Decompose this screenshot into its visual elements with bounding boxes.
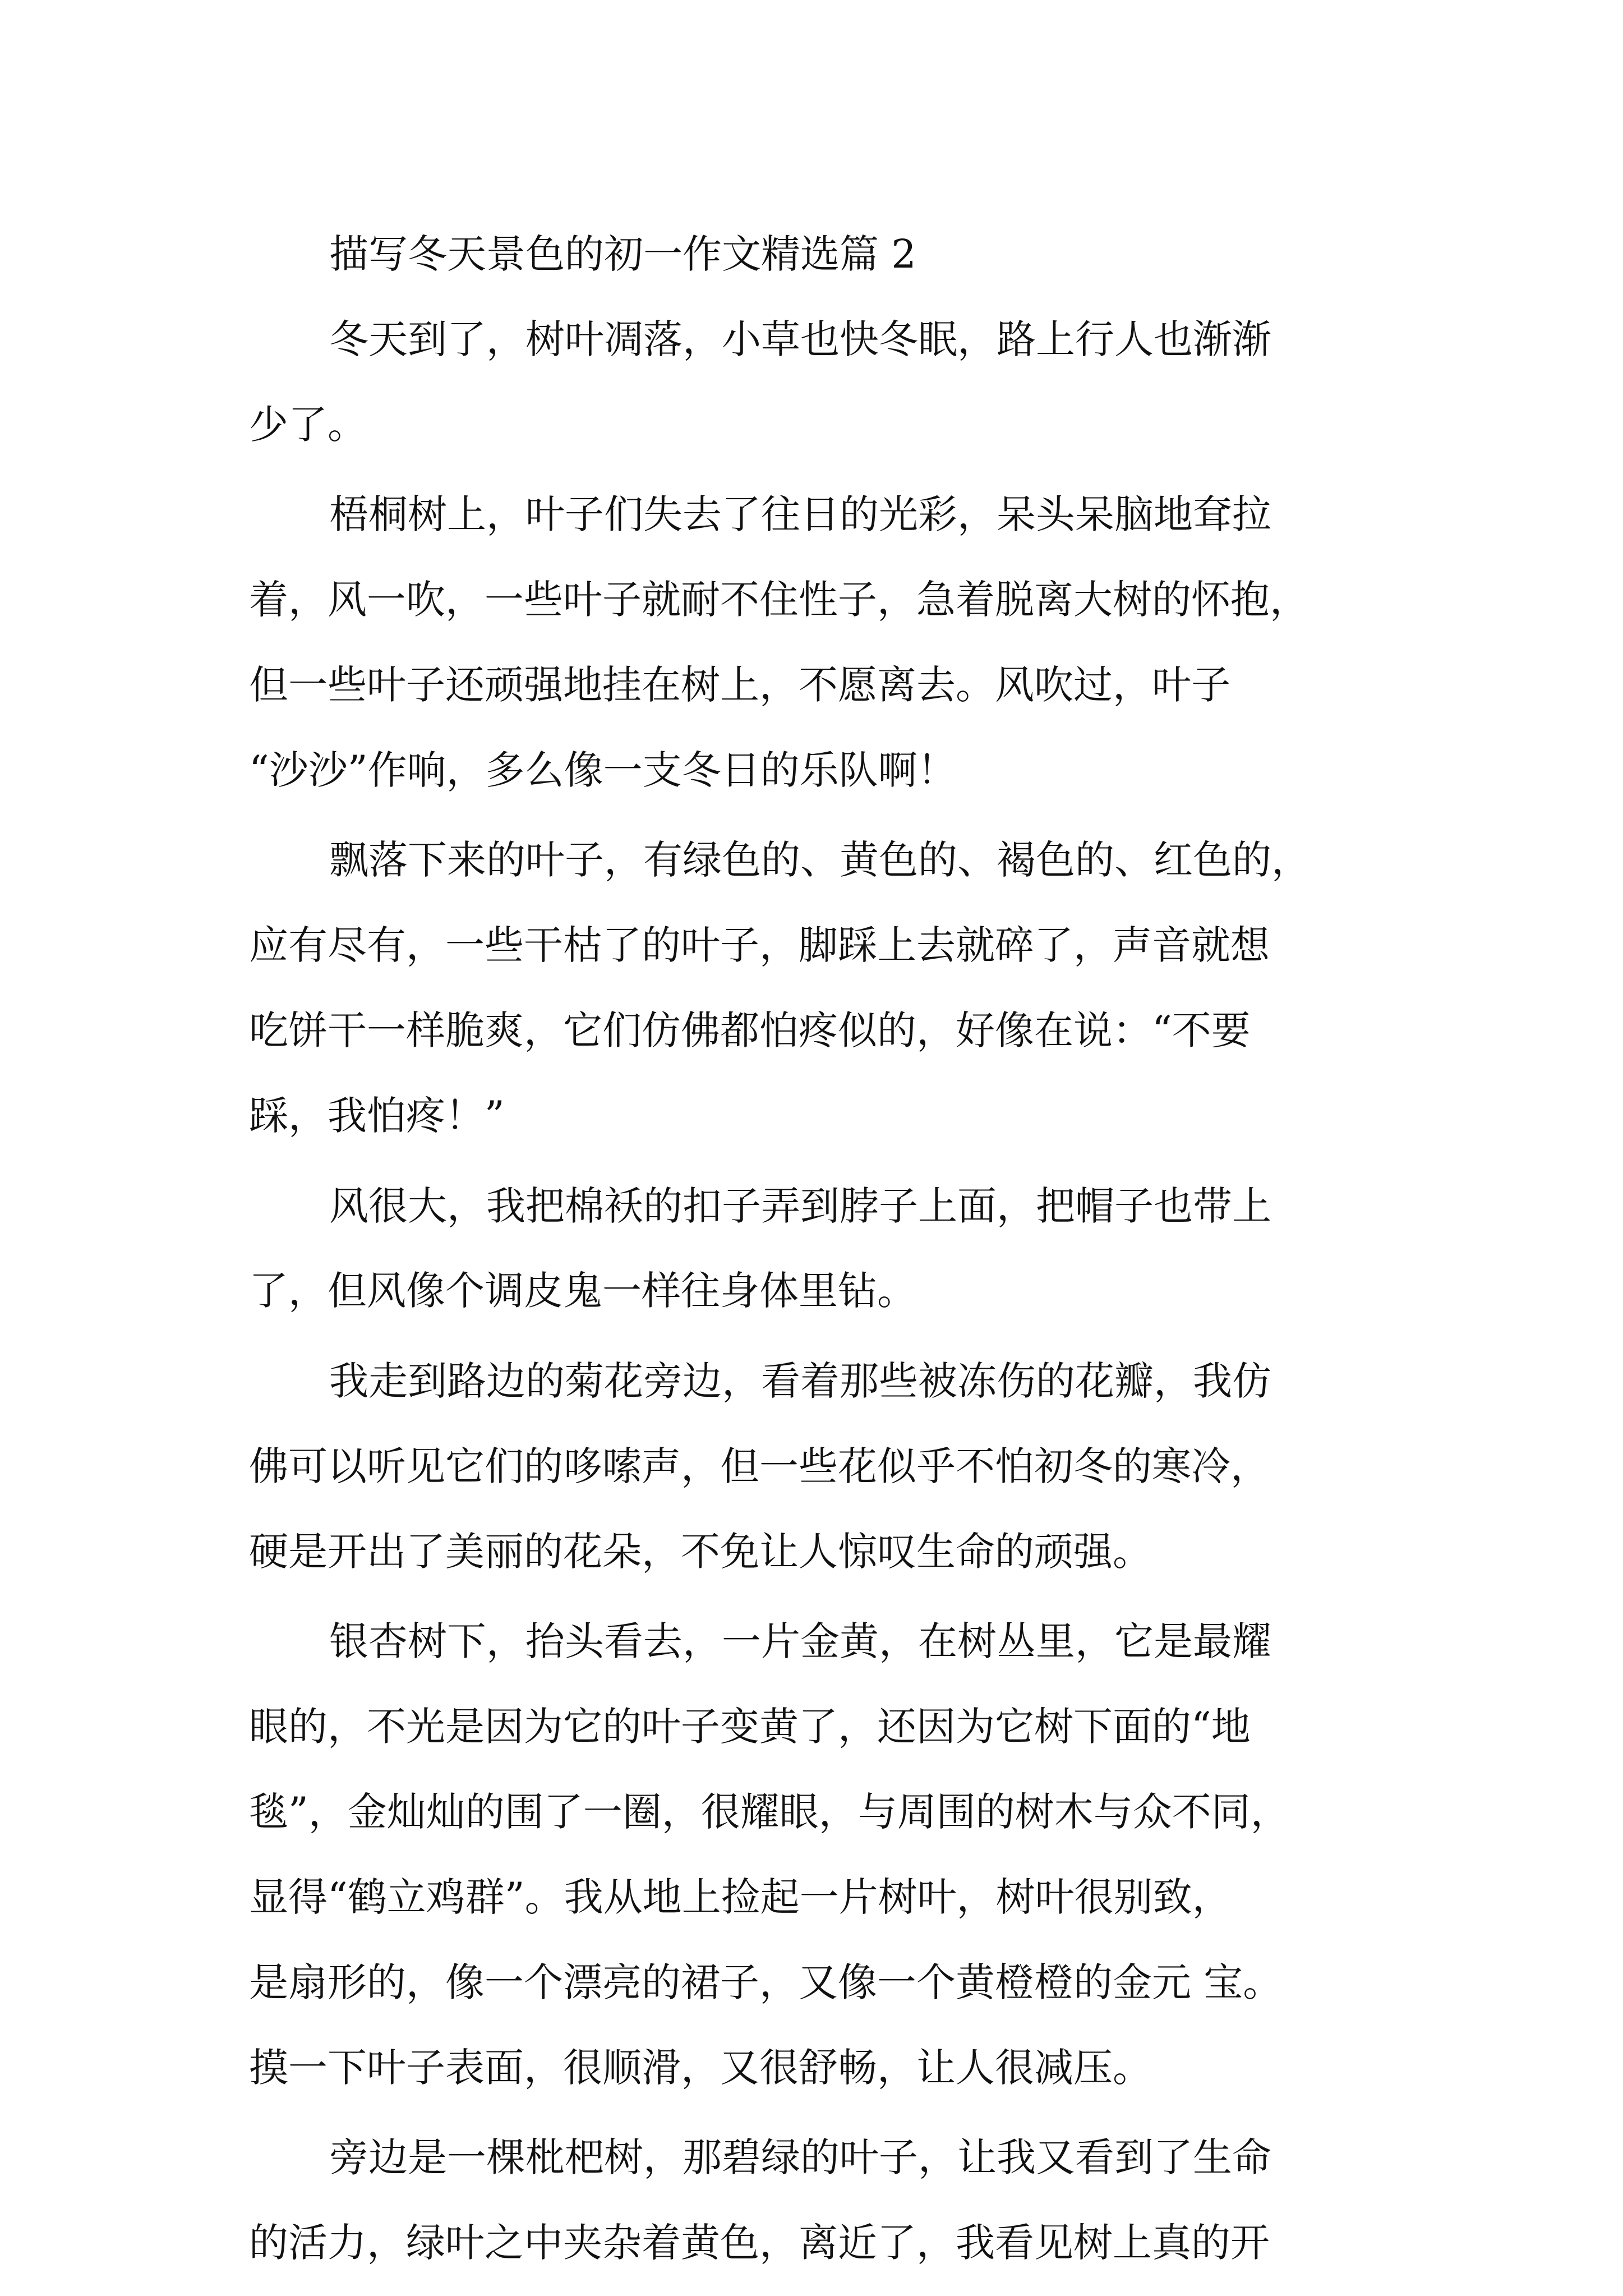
text-line: 少了。 xyxy=(249,402,367,448)
text-line: 眼的，不光是因为它的叶子变黄了，还因为它树下面的“地 xyxy=(249,1704,1251,1750)
text-line: 踩，我怕疼！” xyxy=(249,1093,505,1139)
text-line: 摸一下叶子表面，很顺滑，又很舒畅，让人很减压。 xyxy=(249,2045,1152,2091)
text-line: 冬天到了，树叶凋落，小草也快冬眠，路上行人也渐渐 xyxy=(329,316,1271,362)
text-line: 银杏树下，抬头看去，一片金黄，在树丛里，它是最耀 xyxy=(329,1618,1271,1664)
text-line: 旁边是一棵枇杷树，那碧绿的叶子，让我又看到了生命 xyxy=(329,2134,1271,2180)
text-line: 了，但风像个调皮鬼一样往身体里钻。 xyxy=(249,1268,916,1314)
text-line: 佛可以听见它们的哆嗦声，但一些花似乎不怕初冬的寒冷， xyxy=(249,1443,1270,1489)
text-line: 我走到路边的菊花旁边，看着那些被冻伤的花瓣，我仿 xyxy=(329,1358,1271,1404)
text-line: 但一些叶子还顽强地挂在树上，不愿离去。风吹过，叶子 xyxy=(249,662,1230,708)
text-line: 显得“鹤立鸡群”。我从地上捡起一片树叶，树叶很别致， xyxy=(249,1874,1232,1920)
text-line: 飘落下来的叶子，有绿色的、黄色的、褐色的、红色的， xyxy=(329,837,1311,883)
text-line: 毯”，金灿灿的围了一圈，很耀眼，与周围的树木与众不同， xyxy=(249,1789,1290,1835)
text-line: 硬是开出了美丽的花朵，不免让人惊叹生命的顽强。 xyxy=(249,1529,1152,1575)
text-line: 是扇形的，像一个漂亮的裙子，又像一个黄橙橙的金元 宝。 xyxy=(249,1959,1283,2005)
text-line: “沙沙”作响，多么像一支冬日的乐队啊！ xyxy=(249,747,957,793)
text-line: 着，风一吹，一些叶子就耐不住性子，急着脱离大树的怀抱， xyxy=(249,577,1309,623)
text-line: 风很大，我把棉袄的扣子弄到脖子上面，把帽子也带上 xyxy=(329,1183,1271,1229)
text-line: 应有尽有，一些干枯了的叶子，脚踩上去就碎了，声音就想 xyxy=(249,922,1270,968)
text-line: 吃饼干一样脆爽，它们仿佛都怕疼似的，好像在说：“不要 xyxy=(249,1007,1251,1053)
text-line: 梧桐树上，叶子们失去了往日的光彩，呆头呆脑地耷拉 xyxy=(329,491,1271,537)
text-line: 的活力，绿叶之中夹杂着黄色，离近了，我看见树上真的开 xyxy=(249,2220,1270,2266)
document-title: 描写冬天景色的初一作文精选篇 2 xyxy=(329,231,916,277)
